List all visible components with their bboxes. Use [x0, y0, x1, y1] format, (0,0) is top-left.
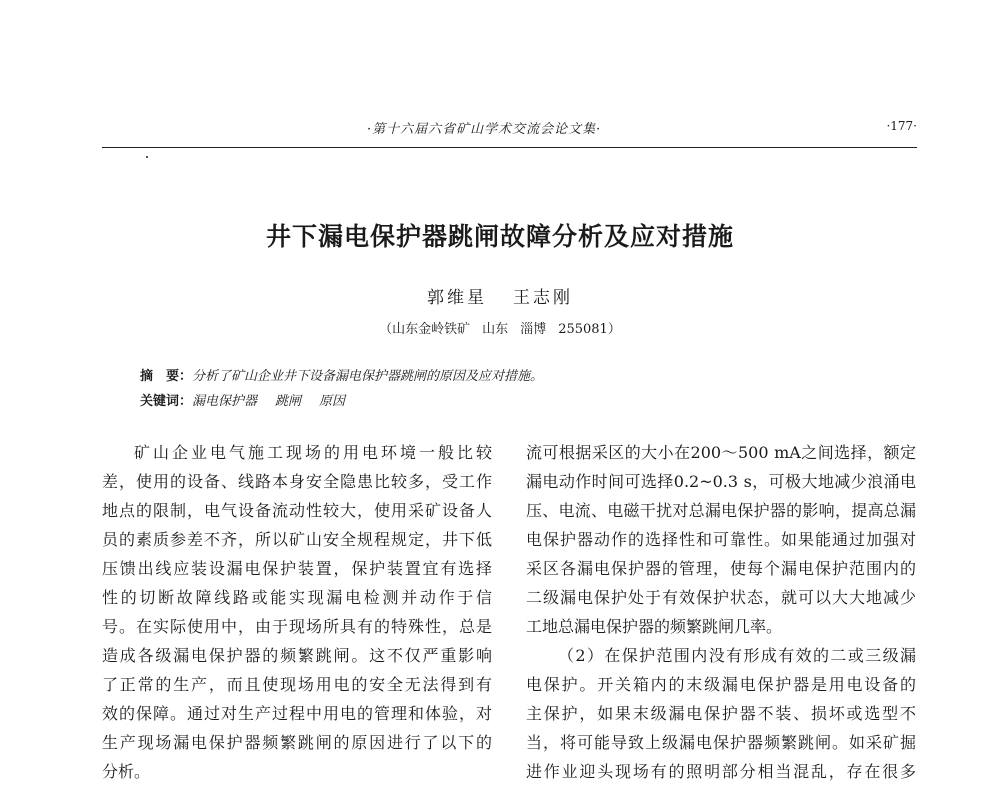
body-line: 差，使用的设备、线路本身安全隐患比较多，受工作: [102, 472, 492, 491]
journal-header: ·第十六届六省矿山学术交流会论文集·: [367, 122, 602, 137]
body-line: 工地总漏电保护器的频繁跳闸几率。: [526, 617, 783, 636]
body-line: 效的保障。通过对生产过程中用电的管理和体验，对: [102, 704, 492, 723]
body-line: 二级漏电保护处于有效保护状态，就可以大大地减少: [526, 588, 916, 607]
body-line: 了正常的生产，而且使现场用电的安全无法得到有: [102, 675, 492, 694]
body-column-left: [102, 438, 492, 781]
body-line: 员的素质参差不齐，所以矿山安全规程规定，井下低: [102, 530, 492, 549]
keyword-2: 跳闸: [275, 394, 302, 409]
body-line: 漏电动作时间可选择0.2~0.3 s，可极大地减少浪涌电: [526, 472, 916, 491]
running-header: [102, 118, 917, 142]
body-line: 进作业迎头现场有的照明部分相当混乱，存在很多: [526, 762, 916, 781]
keyword-3: 原因: [319, 394, 346, 409]
abstract: [140, 365, 543, 384]
scan-speck: [146, 156, 148, 158]
author-2: 王志刚: [513, 288, 573, 308]
body-column-right: [526, 438, 916, 781]
body-line: 压、电流、电磁干扰对总漏电保护器的影响，提高总漏: [526, 501, 916, 520]
affiliation-close-paren: ）: [607, 322, 621, 337]
header-rule: [102, 147, 917, 148]
body-line: 压馈出线应装设漏电保护装置，保护装置宜有选择: [102, 559, 492, 578]
keywords-label: 关键词：: [140, 394, 193, 409]
page-number: ·177·: [886, 119, 917, 133]
body-line: 分析。: [102, 762, 151, 781]
body-line: 电保护。开关箱内的末级漏电保护器是用电设备的: [526, 675, 916, 694]
affiliation-city: 淄博: [520, 322, 547, 337]
affiliation-postcode: 255081: [558, 322, 608, 337]
author-1: 郭维星: [427, 288, 487, 308]
keyword-1: 漏电保护器: [192, 394, 258, 409]
paper-title: 井下漏电保护器跳闸故障分析及应对措施: [265, 222, 734, 251]
affiliation-org: 山东金岭铁矿: [392, 322, 471, 337]
body-line: 当，将可能导致上级漏电保护器频繁跳闸。如采矿掘: [526, 733, 916, 752]
authors: [0, 283, 1000, 308]
body-line: 主保护，如果末级漏电保护器不装、损坏或选型不: [526, 704, 916, 723]
body-line: 采区各漏电保护器的管理，使每个漏电保护范围内的: [526, 559, 916, 578]
body-line: 电保护器动作的选择性和可靠性。如果能通过加强对: [526, 530, 916, 549]
keywords: [140, 390, 345, 409]
body-line: 号。在实际使用中，由于现场所具有的特殊性，总是: [102, 617, 492, 636]
body-line: 生产现场漏电保护器频繁跳闸的原因进行了以下的: [102, 733, 492, 752]
body-line: 造成各级漏电保护器的频繁跳闸。这不仅严重影响: [102, 646, 492, 665]
affiliation-open-paren: （: [379, 322, 393, 337]
body-line: 性的切断故障线路或能实现漏电检测并动作于信: [102, 588, 492, 607]
body-line: 矿山企业电气施工现场的用电环境一般比较: [134, 443, 492, 462]
body-line: 流可根据采区的大小在200～500 mA之间选择，额定: [526, 443, 916, 462]
affiliation: [0, 318, 1000, 337]
body-line: 地点的限制，电气设备流动性较大，使用采矿设备人: [102, 501, 492, 520]
affiliation-province: 山东: [482, 322, 509, 337]
body-line: （2）在保护范围内没有形成有效的二或三级漏: [558, 646, 916, 665]
abstract-label: 摘 要：: [140, 369, 193, 384]
abstract-text: 分析了矿山企业井下设备漏电保护器跳闸的原因及应对措施。: [192, 369, 544, 384]
